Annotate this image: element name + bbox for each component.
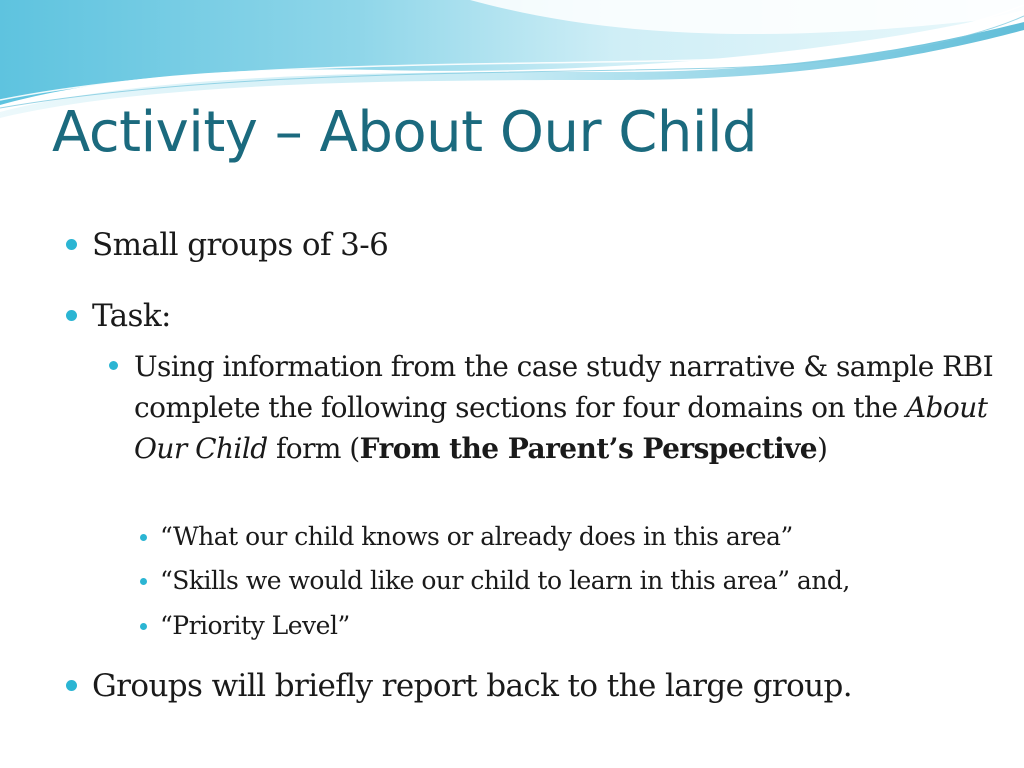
bullet-text: Task:: [92, 298, 171, 334]
bullet-dot-icon: [140, 623, 147, 630]
task-detail-text: ): [817, 432, 828, 465]
section-item: [160, 564, 850, 598]
bullet-dot-icon: [66, 310, 77, 321]
section-text: “Skills we would like our child to learn in this area” and,: [160, 566, 850, 595]
task-detail-text: Using information from the case study narrative & sample RBI complete the following sections for four domains on the: [134, 350, 994, 424]
bullet-text: Groups will briefly report back to the large group.: [92, 668, 853, 704]
slide-title: Activity – About Our Child: [52, 100, 758, 165]
section-text: “Priority Level”: [160, 611, 350, 640]
bullet-small-groups: [92, 225, 388, 265]
bullet-dot-icon: [66, 680, 77, 691]
bullet-dot-icon: [140, 578, 147, 585]
section-item: [160, 609, 350, 643]
section-item: [160, 520, 793, 554]
bullet-dot-icon: [109, 361, 118, 370]
form-name: About Our Child: [134, 391, 988, 465]
bullet-dot-icon: [66, 239, 77, 250]
parent-perspective: From the Parent’s Perspective: [359, 432, 818, 465]
bullet-report: [92, 666, 852, 706]
sub-bullet-task-detail: [134, 346, 994, 469]
bullet-dot-icon: [140, 534, 147, 541]
section-text: “What our child knows or already does in this area”: [160, 522, 793, 551]
bullet-text: Small groups of 3-6: [92, 227, 389, 263]
task-detail-text: form (: [267, 432, 360, 465]
bullet-task: [92, 296, 171, 336]
